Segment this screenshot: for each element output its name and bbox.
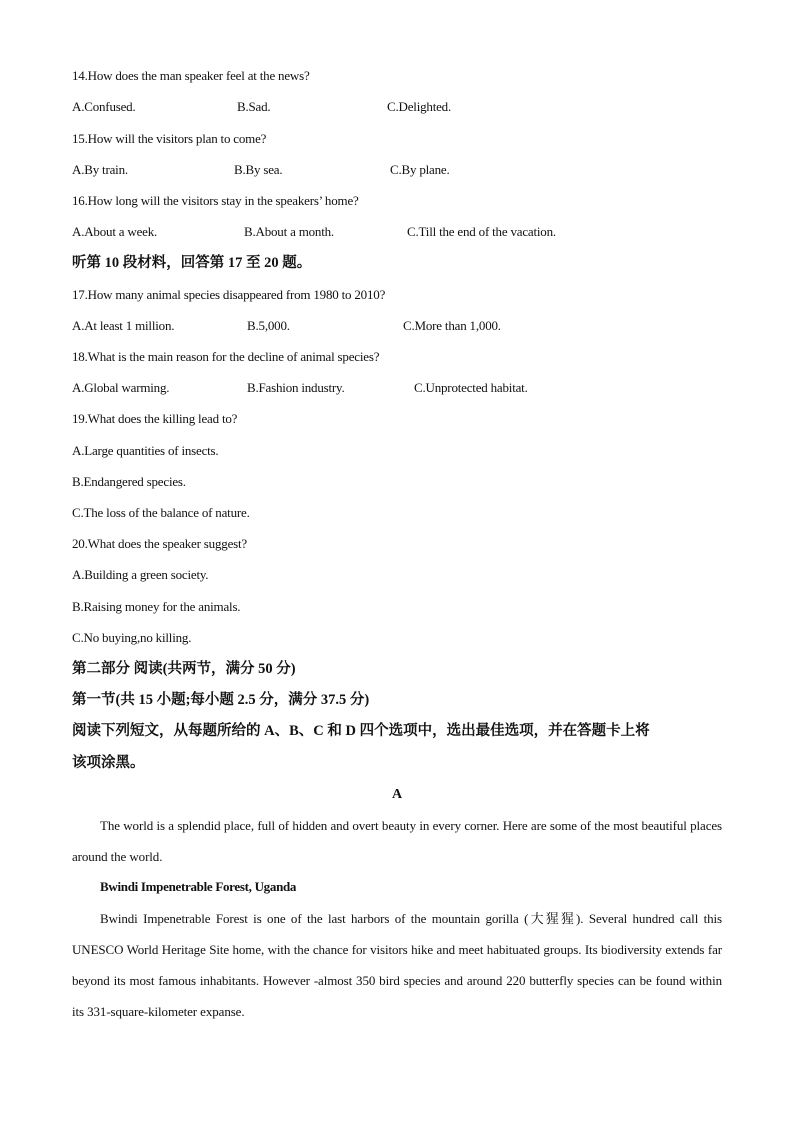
- question-20-stem: 20.What does the speaker suggest?: [72, 536, 247, 551]
- question-17-option-a: A.At least 1 million.: [72, 318, 175, 333]
- question-20-option-a: A.Building a green society.: [72, 567, 209, 582]
- passage-subheading: Bwindi Impenetrable Forest, Uganda: [100, 879, 297, 894]
- section-1-title: 第一节(共 15 小题;每小题 2.5 分，满分 37.5 分): [72, 692, 370, 708]
- question-16-option-c: C.Till the end of the vacation.: [407, 224, 556, 239]
- question-16-stem: 16.How long will the visitors stay in the speakers’ home?: [72, 193, 359, 208]
- question-15-option-b: B.By sea.: [234, 162, 283, 177]
- question-18-option-b: B.Fashion industry.: [247, 380, 345, 395]
- question-18-stem: 18.What is the main reason for the decline of animal species?: [72, 349, 380, 364]
- reading-instruction-line-1: 阅读下列短文，从每题所给的 A、B、C 和 D 四个选项中，选出最佳选项，并在答题卡上将: [72, 723, 650, 739]
- question-14-stem: 14.How does the man speaker feel at the news?: [72, 68, 310, 83]
- question-19-option-b: B.Endangered species.: [72, 474, 186, 489]
- question-17-option-c: C.More than 1,000.: [403, 318, 501, 333]
- question-19-stem: 19.What does the killing lead to?: [72, 411, 238, 426]
- question-14-option-b: B.Sad.: [237, 99, 271, 114]
- passage-label: A: [391, 787, 403, 802]
- reading-instruction-line-2: 该项涂黑。: [72, 755, 145, 771]
- question-14-option-c: C.Delighted.: [387, 99, 452, 114]
- question-20-option-c: C.No buying,no killing.: [72, 630, 192, 645]
- section-10-instruction: 听第 10 段材料，回答第 17 至 20 题。: [72, 255, 312, 271]
- question-17-option-b: B.5,000.: [247, 318, 290, 333]
- question-20-option-b: B.Raising money for the animals.: [72, 599, 241, 614]
- question-14-option-a: A.Confused.: [72, 99, 136, 114]
- question-16-option-a: A.About a week.: [72, 224, 158, 239]
- question-15-stem: 15.How will the visitors plan to come?: [72, 131, 267, 146]
- part-2-title: 第二部分 阅读(共两节，满分 50 分): [72, 661, 296, 677]
- question-18-option-a: A.Global warming.: [72, 380, 170, 395]
- body-paragraph: Bwindi Impenetrable Forest is one of the last harbors of the mountain gorilla (大猩猩). Several hundred call this UNESCO World Heritage Site home, with the chance for visitors hike and meet habituated groups. Its biodiversity extends far beyond its most famous inhabitants. However -almost 350 bird species and around 220 butterfly species can be found within its 331-square-kilometer expanse.: [72, 911, 722, 1019]
- intro-paragraph: The world is a splendid place, full of hidden and overt beauty in every corner. Here are some of the most beautiful places around the world.: [72, 818, 722, 864]
- question-17-stem: 17.How many animal species disappeared from 1980 to 2010?: [72, 287, 386, 302]
- question-19-option-c: C.The loss of the balance of nature.: [72, 505, 250, 520]
- question-19-option-a: A.Large quantities of insects.: [72, 443, 219, 458]
- question-15-option-a: A.By train.: [72, 162, 128, 177]
- question-15-option-c: C.By plane.: [390, 162, 450, 177]
- question-18-option-c: C.Unprotected habitat.: [414, 380, 528, 395]
- question-16-option-b: B.About a month.: [244, 224, 334, 239]
